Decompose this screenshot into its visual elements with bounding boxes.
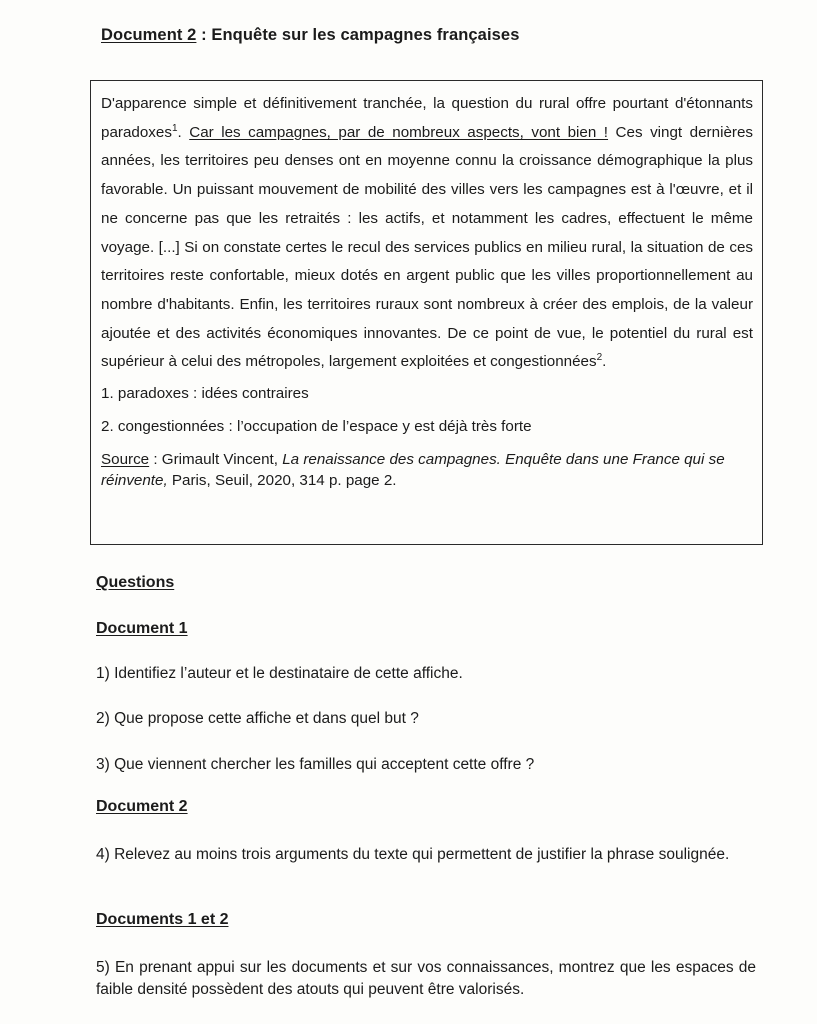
document-title-text: : Enquête sur les campagnes françaises [196, 26, 520, 44]
documents-1-2-heading: Documents 1 et 2 [96, 911, 229, 928]
document-label: Document 2 [101, 26, 197, 44]
question-5: 5) En prenant appui sur les documents et sur vos connaissances, montrez que les espaces de faible densité possèdent des atouts qui peuvent être valorisés. [96, 959, 756, 998]
footnote-ref-2: 2 [596, 352, 603, 364]
question-4: 4) Relevez au moins trois arguments du texte qui permettent de justifier la phrase soulignée. [96, 846, 730, 863]
source-label: Source [101, 451, 150, 469]
questions-heading: Questions [96, 574, 175, 591]
source-title: La renaissance des campagnes. Enquête dans une France qui se réinvente, [101, 451, 725, 490]
question-2: 2) Que propose cette affiche et dans quel but ? [96, 710, 419, 727]
paragraph-punct-1: . [177, 123, 190, 141]
question-3: 3) Que viennent chercher les familles qui acceptent cette offre ? [96, 756, 535, 773]
paragraph-punct-2: . [602, 353, 607, 371]
document-2-heading: Document 2 [96, 798, 188, 815]
document-title [101, 26, 519, 45]
main-paragraph [101, 90, 753, 377]
document-1-heading: Document 1 [96, 620, 188, 637]
underlined-sentence: Car les campagnes, par de nombreux aspects, vont bien ! [189, 123, 609, 141]
source-author: : Grimault Vincent, [149, 451, 283, 469]
source-citation [101, 449, 753, 491]
footnote-2: 2. congestionnées : l’occupation de l’espace y est déjà très forte [101, 418, 532, 436]
question-1: 1) Identifiez l’auteur et le destinataire de cette affiche. [96, 665, 463, 682]
footnote-1: 1. paradoxes : idées contraires [101, 385, 309, 403]
source-details: Paris, Seuil, 2020, 314 p. page 2. [167, 472, 397, 490]
text-box [90, 80, 763, 545]
paragraph-body: Ces vingt dernières années, les territoires peu denses ont en moyenne connu la croissance démographique la plus favorable. Un puissant mouvement de mobilité des villes vers les campagnes est à l'œuvre, et il ne concerne pas que les retraités : les actifs, et notamment les cadres, effectuent le même voyage. [...] Si on constate certes le recul des services publics en milieu rural, la situation de ces territoires reste confortable, mieux dotés en argent public que les villes proportionnellement au nombre d'habitants. Enfin, les territoires ruraux sont nombreux à créer des emplois, de la valeur ajoutée et des activités économiques innovantes. De ce point de vue, le potentiel du rural est supérieur à celui des métropoles, largement exploitées et congestionnées [101, 123, 753, 371]
footnote-ref-1: 1 [171, 122, 178, 134]
paragraph-start: D'apparence simple et définitivement tranchée, la question du rural offre pourtant d'étonnants paradoxes [101, 95, 753, 141]
